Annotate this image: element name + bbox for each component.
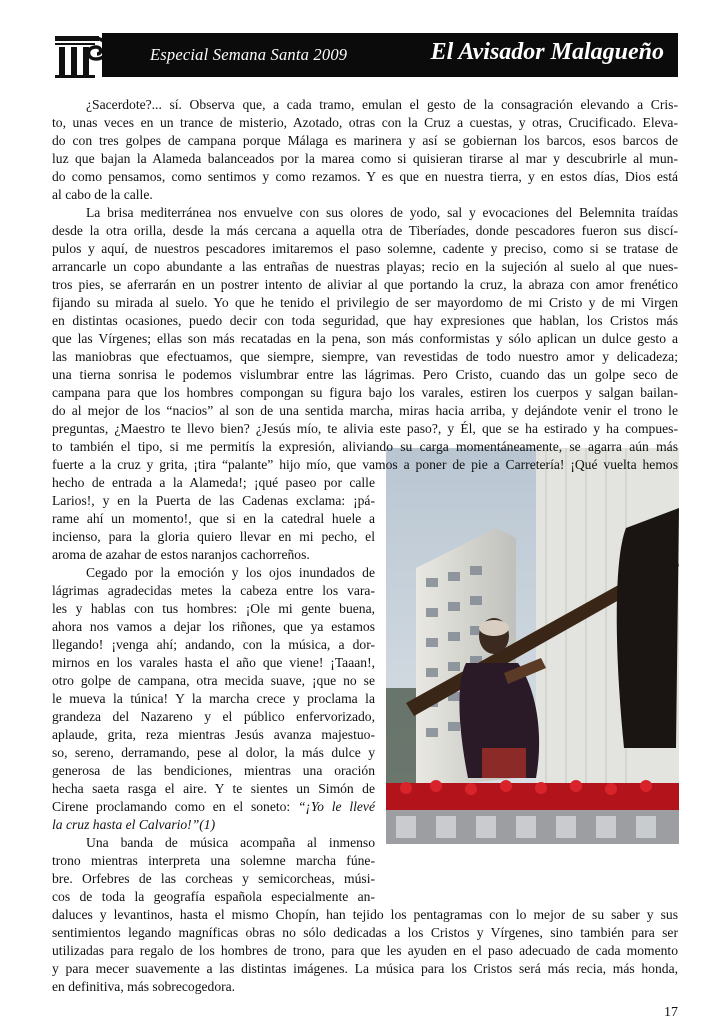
text-line: al cabo de la calle. <box>52 187 153 202</box>
sonnet-quote: “¡Yo le llevé <box>298 799 375 814</box>
text-line <box>52 798 375 816</box>
text-line: fuerte a la cruz y grita, ¡tira “palante” hijo mío, que vamos a poner de pie a Carretería! ¡Qué vuelta hemos <box>52 457 678 472</box>
text-line: desde la otra orilla, desde la más cercana a aquella otra de Tiberíades, donde pescadores fueron sus discí- <box>52 223 678 238</box>
text-line: en definitiva, más sobrecogedora. <box>52 979 236 994</box>
nazareno-procession-photo <box>386 448 679 844</box>
text-line: fijando su mirada al suelo. Yo que he tenido el privilegio de ser mayordomo de mi Cristo y de mi Virgen <box>52 295 678 310</box>
text-line: to también el tipo, si me permitís la expresión, aliviando su carga momentáneamente, se agarra aún más <box>52 439 678 454</box>
text-line: ¿Sacerdote?... sí. Observa que, a cada tramo, emulan el gesto de la consagración elevando a Cris- <box>86 97 678 112</box>
text-line: La brisa mediterránea nos envuelve con sus olores de yodo, sal y evocaciones del Belemnita traídas <box>86 205 678 220</box>
text-line: so, sereno, derramando, pese al dolor, la más dulce y <box>52 745 375 760</box>
text-line: grandeza del Nazareno y el público enfervorizado, <box>52 709 375 724</box>
text-line: una tierna sonrisa le podemos vislumbrar entre las lágrimas. Pero Cristo, cuando das un golpe seco de <box>52 367 678 382</box>
text-line: le mueva la túnica! Y la marcha crece y proclama la <box>52 691 375 706</box>
text-line: que las Vírgenes; ellas son más recatadas en la pena, son más conformistas y sólo aplican un dulce gesto a <box>52 331 678 346</box>
text-line: Larios!, y en la Puerta de las Cadenas exclama: ¡pá- <box>52 493 375 508</box>
text-line: utilizadas para regalo de los hombres de trono, para que les ayuden en el paso adecuado de cada momento <box>52 943 678 958</box>
text-line: do con tres golpes de campana porque Málaga es marinera y así se gobiernan los barcos, esos barcos de <box>52 133 678 148</box>
text-line: bre. Orfebres de las corcheas y semicorcheas, músi- <box>52 871 375 886</box>
text-line: y para mecer suavemente a las distintas imágenes. La música para los Cristos será más recia, más honda, <box>52 961 678 976</box>
text-line: la cruz hasta el Calvario!”(1) <box>52 817 216 832</box>
text-line: trono mientras interpreta una solemne marcha fúne- <box>52 853 375 868</box>
text-line: sentimientos legando magníficas obras no sólo dedicadas a los Cristos y Vírgenes, sino también para ser <box>52 925 678 940</box>
text-line: en distintas ocasiones, puedo decir con toda seguridad, que hay expresiones que hablan, los Cristos más <box>52 313 678 328</box>
text-line: daluces y levantinos, hasta el mismo Chopín, han tejido los pentagramas con lo mejor de su saber y sus <box>52 907 678 922</box>
text-line: rame ahí un momento!, que si en la catedral huele a <box>52 511 375 526</box>
text-line: preguntas, ¿Maestro te llevo bien? ¿Jesús mío, te alivia este paso?, y Él, que se ha estirado y ha compues- <box>52 421 678 436</box>
text-line: arrancarle un copo abundante a las entrañas de nuestras playas; recio en la sujeción al suelo al que nues- <box>52 259 678 274</box>
text-line: lágrimas agradecidas metes la cabeza entre los vara- <box>52 583 375 598</box>
text-span: Cirene proclamando como en el soneto: <box>52 799 298 814</box>
text-line: incienso, para la gloria quiero llevar en mi pecho, el <box>52 529 375 544</box>
text-line: generosa de las bendiciones, mientras una oración <box>52 763 375 778</box>
text-line: otro golpe de campana, otra mecida suave, ¡que no se <box>52 673 375 688</box>
special-edition-label: Especial Semana Santa 2009 <box>150 45 348 64</box>
text-line: ahora nos vamos a dejar los riñones, que ya estamos <box>52 619 375 634</box>
text-line: las maniobras que efectuamos, que siempre, siempre, van revestidas de todo nuestro amor y delicadeza; <box>52 349 678 364</box>
text-line: pulos y aquí, de nuestros pescadores imitaremos el paso solemne, cadente y preciso, como si se tratase de <box>52 241 678 256</box>
text-line: les y hablas con tus hombres: ¡Ole mi gente buena, <box>52 601 375 616</box>
masthead-title: El Avisador Malagueño <box>430 39 664 65</box>
text-line: cos de toda la geografía española especialmente an- <box>52 889 375 904</box>
text-line: campana para que los hombres compongan su figura bajo los varales, estiren los cuerpos y salgan bailan- <box>52 385 678 400</box>
text-line: mirnos en los varales hasta el año que viene! ¡Taaan!, <box>52 655 375 670</box>
text-line: hecho de entrada a la Alameda!; ¡qué paseo por calle <box>52 475 375 490</box>
text-line: do al mejor de los “nacios” al son de una sentida marcha, miras hacia arriba, y dejándote venir el trono le <box>52 403 678 418</box>
text-line: do como pensamos, como sentimos y como rezamos. Y es que en nuestra tierra, y en estos días, Dios está <box>52 169 678 184</box>
text-line: luz que bajan la Alameda balanceados por la marea como si quisieran tirarse al mar y descubrirle al mun- <box>52 151 678 166</box>
text-line: aplaude, grita, reza mientras Jesús avanza majestuo- <box>52 727 375 742</box>
text-line: to, unas veces en un trance de misterio, Azotado, otras con la Cruz a cuestas, y otras, Crucificado. Eleva- <box>52 115 678 130</box>
page-header <box>52 33 678 79</box>
text-line: tros pies, se aferrarán en un postrer intento de aliviar al que portando la cruz, la abraza con amor frenético <box>52 277 678 292</box>
text-line: llegando! ¡venga ahí; andando, con la música, a dor- <box>52 637 375 652</box>
text-line: aroma de azahar de estos naranjos cachorreños. <box>52 547 310 562</box>
text-line: hecha saeta rasga el aire. Y te sientes un Simón de <box>52 781 375 796</box>
text-line: Cegado por la emoción y los ojos inundados de <box>86 565 375 580</box>
page-number: 17 <box>664 1005 678 1020</box>
photo-illustration <box>386 448 679 844</box>
text-line: Una banda de música acompaña al inmenso <box>86 835 375 850</box>
